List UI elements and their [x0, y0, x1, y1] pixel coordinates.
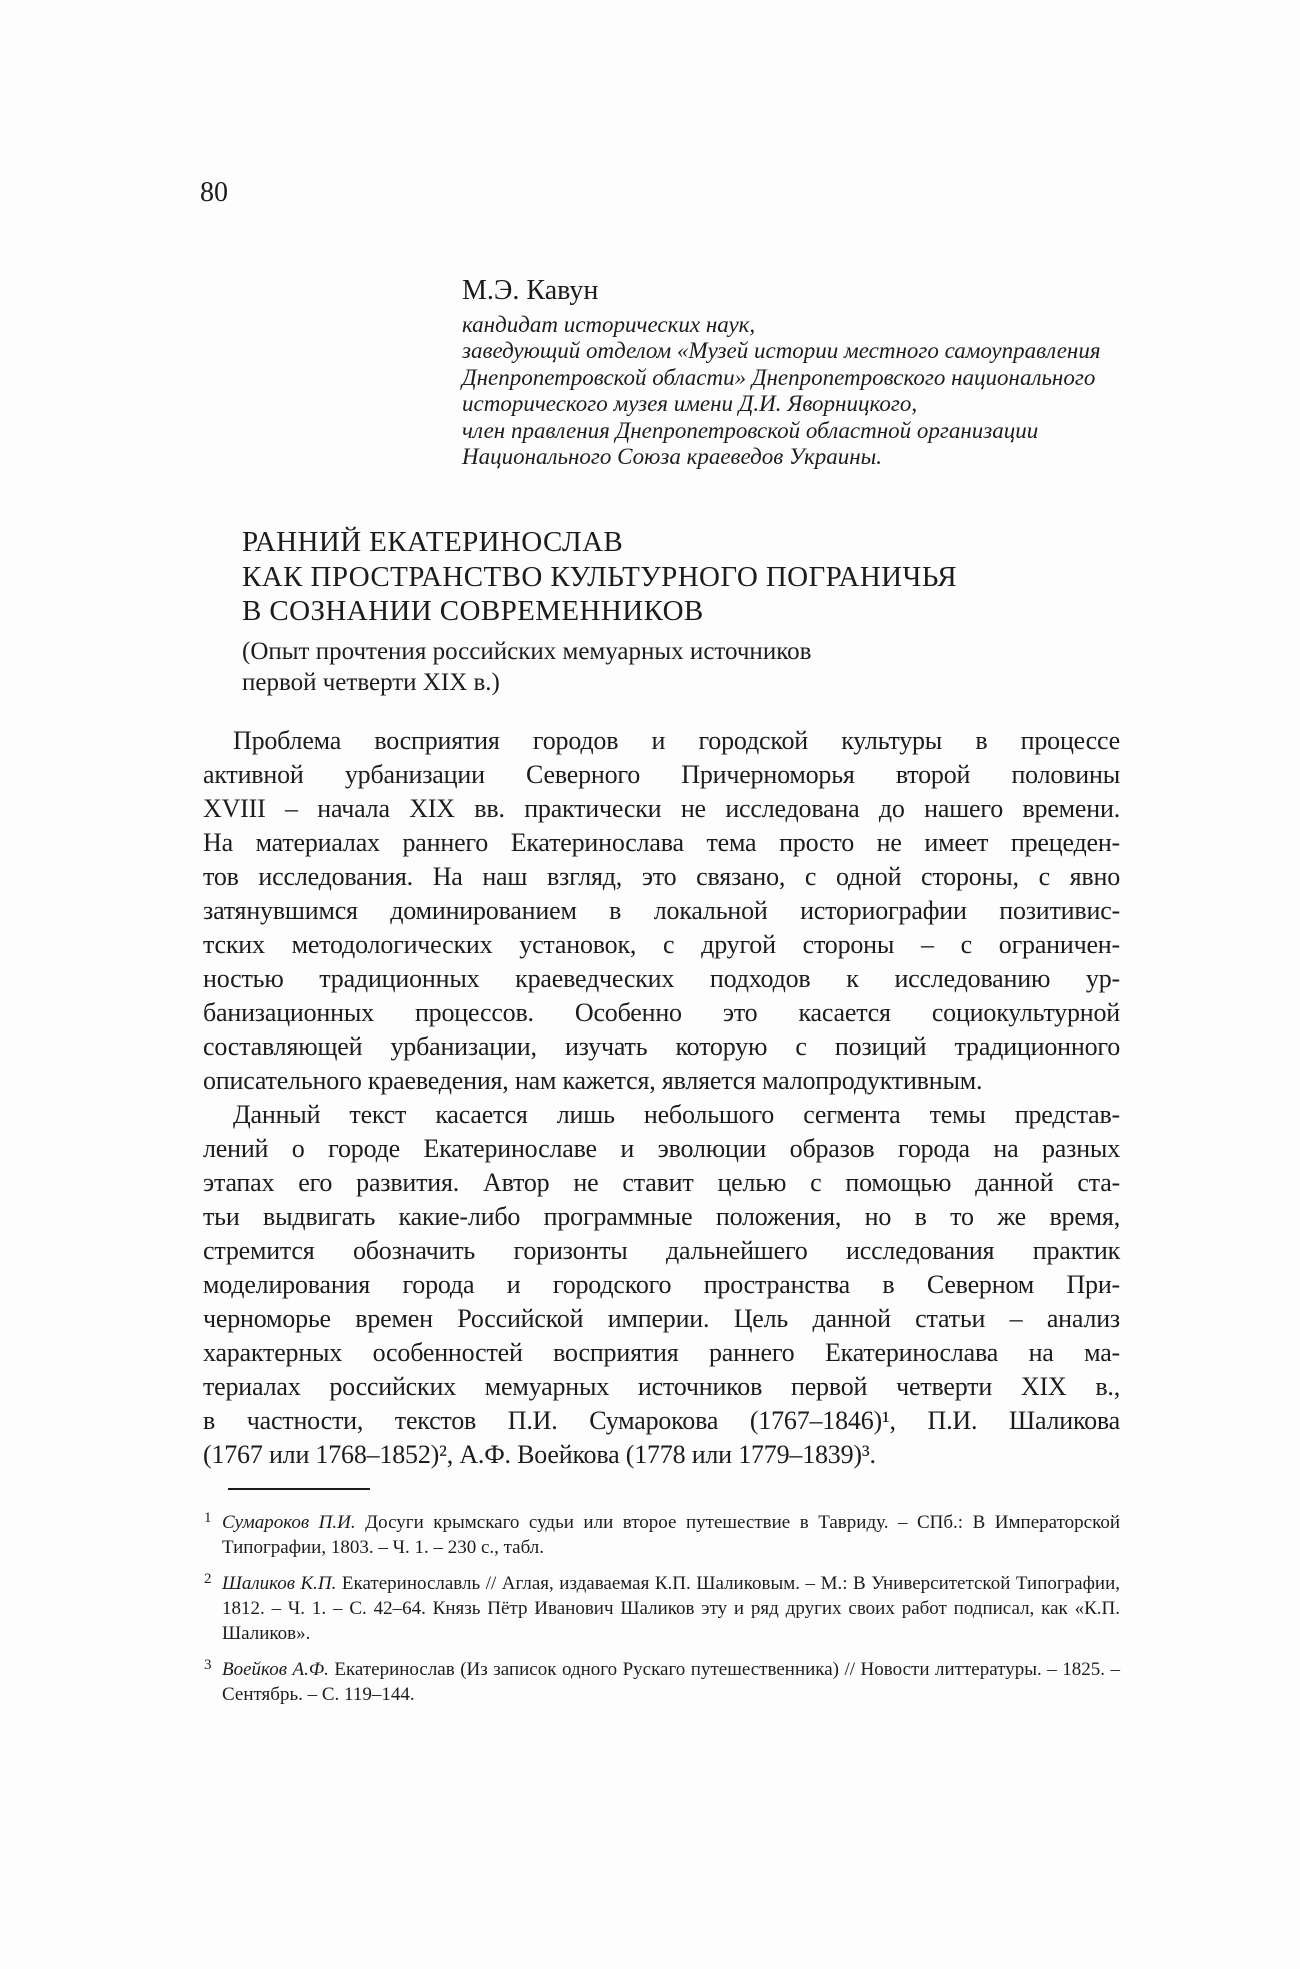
author-block — [462, 276, 1102, 470]
title-line: КАК ПРОСТРАНСТВО КУЛЬТУРНОГО ПОГРАНИЧЬЯ — [242, 560, 958, 593]
author-credential-line: Днепропетровской области» Днепропетровского национального — [462, 364, 1096, 390]
body-line: лений о городе Екатеринославе и эволюции образов города на разных — [203, 1134, 1120, 1163]
footnote — [203, 1571, 1120, 1646]
article-body — [203, 724, 1120, 1472]
author-credential-line: исторического музея имени Д.И. Яворницкого, — [462, 391, 918, 417]
body-line: тьи выдвигать какие-либо программные положения, но в то же время, — [203, 1202, 1120, 1231]
author-credential-line: кандидат исторических наук, — [462, 312, 756, 337]
title-line: В СОЗНАНИИ СОВРЕМЕННИКОВ — [242, 595, 704, 627]
footnote-text: Екатеринославль // Аглая, издаваемая К.П. Шаликовым. – М.: В Университетской Типографии, 1812. – Ч. 1. – С. 42–64. Князь Пётр Иванович Шаликов эту и ряд других своих работ подписал, как «К.П. Шаликов». — [222, 1573, 1120, 1644]
body-line: ностью традиционных краеведческих подходов к исследованию ур- — [203, 964, 1120, 993]
article-title — [242, 525, 1122, 629]
body-line: (1767 или 1768–1852)², А.Ф. Воейкова (1778 или 1779–1839)³. — [203, 1440, 876, 1469]
author-credential-line: Национального Союза краеведов Украины. — [462, 444, 882, 470]
footnote — [203, 1510, 1120, 1560]
body-line: описательного краеведения, нам кажется, является малопродуктивным. — [203, 1066, 983, 1095]
body-line: Проблема восприятия городов и городской культуры в процессе — [233, 726, 1120, 755]
body-line: стремится обозначить горизонты дальнейшего исследования практик — [203, 1236, 1120, 1265]
author-credential-line: заведующий отделом «Музей истории местного самоуправления — [462, 338, 1101, 364]
body-line: этапах его развития. Автор не ставит целью с помощью данной ста- — [203, 1168, 1120, 1197]
footnote-number: 2 — [204, 1571, 212, 1587]
body-line: в частности, текстов П.И. Сумарокова (1767–1846)¹, П.И. Шаликова — [203, 1406, 1120, 1435]
footnote-text: Досуги крымскаго судьи или второе путешествие в Тавриду. – СПб.: В Императорской Типографии, 1803. – Ч. 1. – 230 с., табл. — [222, 1512, 1120, 1558]
body-line: составляющей урбанизации, изучать которую с позиций традиционного — [203, 1032, 1120, 1061]
footnote-author: Воейков А.Ф. — [222, 1659, 335, 1680]
body-line: банизационных процессов. Особенно это касается социокультурной — [203, 998, 1120, 1027]
author-name: М.Э. Кавун — [462, 275, 599, 306]
body-line: тских методологических установок, с другой стороны – с ограничен- — [203, 930, 1120, 959]
body-line: териалах российских мемуарных источников первой четверти XIX в., — [203, 1372, 1120, 1401]
footnote-number: 1 — [204, 1510, 212, 1526]
body-line: характерных особенностей восприятия раннего Екатеринослава на ма- — [203, 1338, 1120, 1367]
body-line: активной урбанизации Северного Причерноморья второй половины — [203, 760, 1120, 789]
footnote-author: Шаликов К.П. — [222, 1573, 342, 1594]
footnotes — [203, 1510, 1120, 1718]
page-number: 80 — [200, 177, 228, 208]
body-line: черноморье времен Российской империи. Цель данной статьи – анализ — [203, 1304, 1120, 1333]
article-subtitle — [242, 636, 1122, 698]
body-line: моделирования города и городского пространства в Северном При- — [203, 1270, 1120, 1299]
body-line: XVIII – начала XIX вв. практически не исследована до нашего времени. — [203, 794, 1120, 823]
footnote-author: Сумароков П.И. — [222, 1512, 366, 1533]
author-credentials — [462, 312, 1102, 470]
footnote-text: Екатеринослав (Из записок одного Рускаго путешественника) // Новости литтературы. – 1825. – Сентябрь. – С. 119–144. — [222, 1659, 1120, 1705]
author-credential-line: член правления Днепропетровской областной организации — [462, 417, 1039, 443]
body-line: Данный текст касается лишь небольшого сегмента темы представ- — [233, 1100, 1120, 1129]
body-line: тов исследования. На наш взгляд, это связано, с одной стороны, с явно — [203, 862, 1120, 891]
article-title-block — [242, 525, 1122, 698]
title-line: РАННИЙ ЕКАТЕРИНОСЛАВ — [242, 526, 624, 558]
subtitle-line: первой четверти XIX в.) — [242, 668, 500, 696]
footnote — [203, 1657, 1120, 1707]
footnote-separator — [228, 1488, 370, 1490]
footnote-number: 3 — [204, 1657, 212, 1673]
body-line: затянувшимся доминированием в локальной историографии позитивис- — [203, 896, 1120, 925]
body-line: На материалах раннего Екатеринослава тема просто не имеет прецеден- — [203, 828, 1120, 857]
subtitle-line: (Опыт прочтения российских мемуарных источников — [242, 637, 812, 665]
